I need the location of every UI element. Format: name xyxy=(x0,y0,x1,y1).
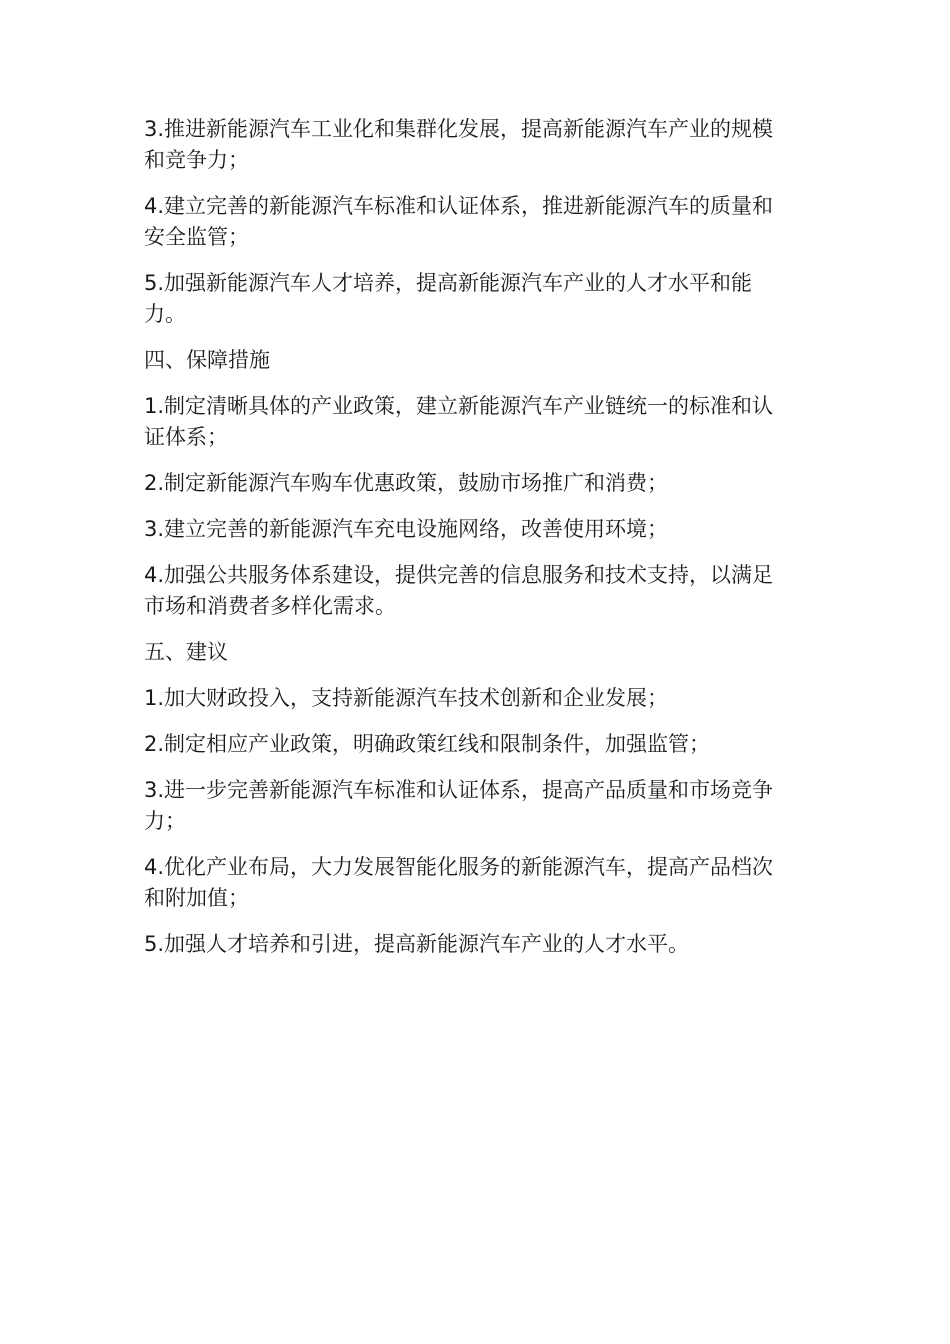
list-item: 2.制定新能源汽车购车优惠政策，鼓励市场推广和消费； xyxy=(144,471,669,495)
list-item: 3.推进新能源汽车工业化和集群化发展，提高新能源汽车产业的规模和竞争力； xyxy=(144,117,774,172)
list-item: 4.建立完善的新能源汽车标准和认证体系，推进新能源汽车的质量和安全监管； xyxy=(144,194,774,249)
section-heading-suggestions: 五、建议 xyxy=(144,640,228,664)
list-item: 5.加强人才培养和引进，提高新能源汽车产业的人才水平。 xyxy=(144,932,690,956)
list-item: 3.建立完善的新能源汽车充电设施网络，改善使用环境； xyxy=(144,517,669,541)
list-item: 5.加强新能源汽车人才培养，提高新能源汽车产业的人才水平和能力。 xyxy=(144,271,753,326)
list-item: 2.制定相应产业政策，明确政策红线和限制条件，加强监管； xyxy=(144,732,711,756)
document-body xyxy=(144,114,794,975)
list-item: 3.进一步完善新能源汽车标准和认证体系，提高产品质量和市场竞争力； xyxy=(144,778,774,833)
section-heading-safeguards: 四、保障措施 xyxy=(144,348,270,372)
list-item: 1.制定清晰具体的产业政策，建立新能源汽车产业链统一的标准和认证体系； xyxy=(144,394,774,449)
list-item: 1.加大财政投入，支持新能源汽车技术创新和企业发展； xyxy=(144,686,669,710)
list-item: 4.优化产业布局，大力发展智能化服务的新能源汽车，提高产品档次和附加值； xyxy=(144,855,774,910)
list-item: 4.加强公共服务体系建设，提供完善的信息服务和技术支持，以满足市场和消费者多样化需求。 xyxy=(144,563,774,618)
